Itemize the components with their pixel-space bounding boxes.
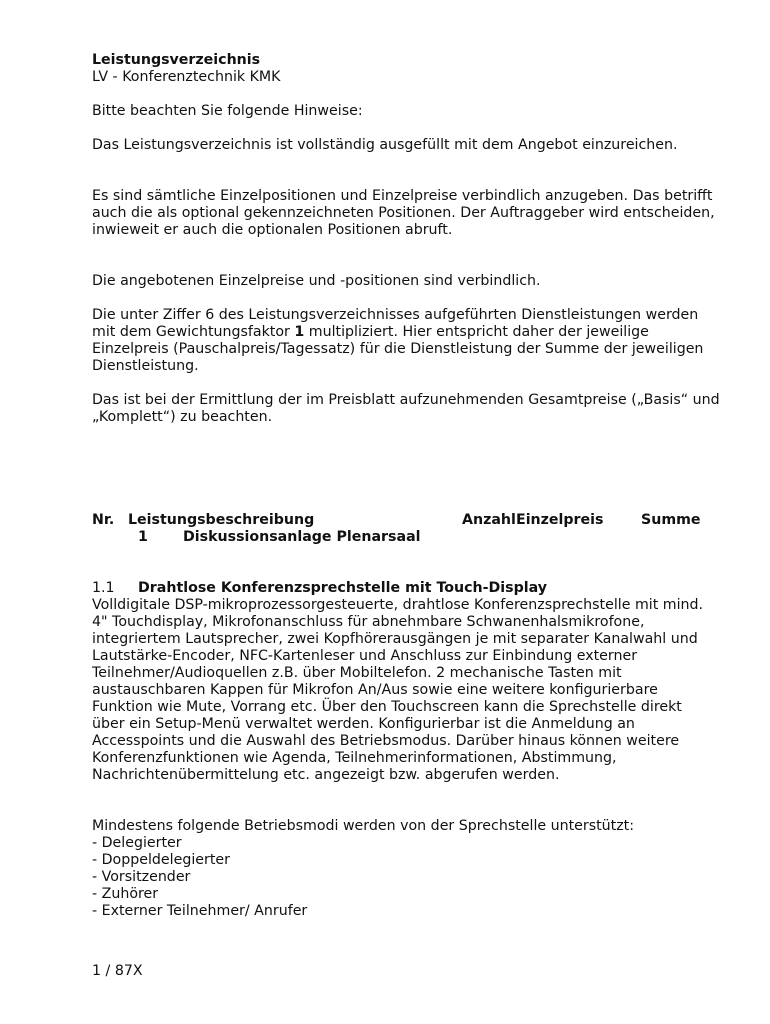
document-header (92, 52, 722, 86)
note-paragraph-2: Es sind sämtliche Einzelpositionen und Einzelpreise verbindlich anzugeben. Das betrifft auch die als optional gekennzeichneten Positionen. Der Auftraggeber wird entscheiden, inwieweit er auch die optionalen Positionen abruft. (92, 188, 715, 238)
column-header-description: Leistungsbeschreibung (128, 512, 315, 528)
column-header-nr: Nr. (92, 512, 115, 528)
list-item: - Vorsitzender (92, 869, 191, 885)
modes-list (92, 835, 722, 920)
note-paragraph-4-end: multipliziert. Hier entspricht daher der jeweilige Einzelpreis (Pauschalpreis/Tagessatz) für die Dienstleistung der Summe der jeweiligen Dienstleistung. (92, 324, 704, 374)
list-item: - Doppeldelegierter (92, 852, 230, 868)
position-number: 1.1 (92, 580, 115, 596)
note-paragraph-3: Die angebotenen Einzelpreise und -positionen sind verbindlich. (92, 273, 541, 289)
page-indicator: 1 / 87X (92, 963, 143, 979)
note-paragraph-4 (92, 307, 722, 375)
column-header-total: Summe (641, 512, 701, 528)
weighting-factor: 1 (294, 324, 305, 340)
note-paragraph-4-start: Die unter Ziffer 6 des Leistungsverzeichnisses aufgeführten Dienstleistungen werden mit dem Gewichtungsfaktor (92, 307, 699, 340)
column-header-quantity: Anzahl (462, 512, 516, 528)
note-paragraph-5: Das ist bei der Ermittlung der im Preisblatt aufzunehmenden Gesamtpreise („Basis“ und „Komplett“) zu beachten. (92, 392, 720, 425)
position-title: Drahtlose Konferenzsprechstelle mit Touch-Display (138, 580, 547, 596)
note-paragraph-1: Das Leistungsverzeichnis ist vollständig ausgefüllt mit dem Angebot einzureichen. (92, 137, 678, 153)
list-item: - Delegierter (92, 835, 182, 851)
list-item: - Zuhörer (92, 886, 159, 902)
modes-heading: Mindestens folgende Betriebsmodi werden von der Sprechstelle unterstützt: (92, 818, 635, 834)
document-subtitle: LV - Konferenztechnik KMK (92, 69, 281, 85)
position-description: Volldigitale DSP-mikroprozessorgesteuerte, drahtlose Konferenzsprechstelle mit mind. 4" Touchdisplay, Mikrofonanschluss für abnehmbare Schwanenhalsmikrofone, integriertem Lautsprecher, zwei Kopfhörerausgängen je mit separater Kanalwahl und Lautstärke-Encoder, NFC-Kartenleser und Anschluss zur Einbindung externer Teilnehmer/Audioquellen z.B. über Mobiltelefon. 2 mechanische Tasten mit austauschbaren Kappen für Mikrofon An/Aus sowie eine weitere konfigurierbare Funktion wie Mute, Vorrang etc. Über den Touchscreen kann die Sprechstelle direkt über ein Setup-Menü verwaltet werden. Konfigurierbar ist die Anmeldung an Accesspoints und die Auswahl des Betriebsmodus. Darüber hinaus können weitere Konferenzfunktionen wie Agenda, Teilnehmerinformationen, Abstimmung, Nachrichtenübermittelung etc. angezeigt bzw. abgerufen werden. (92, 597, 704, 783)
column-header-unit-price: Einzelpreis (516, 512, 604, 528)
notes-heading: Bitte beachten Sie folgende Hinweise: (92, 103, 363, 119)
section-title: Diskussionsanlage Plenarsaal (183, 529, 421, 545)
section-number: 1 (138, 529, 148, 545)
document-title: Leistungsverzeichnis (92, 52, 261, 68)
list-item: - Externer Teilnehmer/ Anrufer (92, 903, 308, 919)
